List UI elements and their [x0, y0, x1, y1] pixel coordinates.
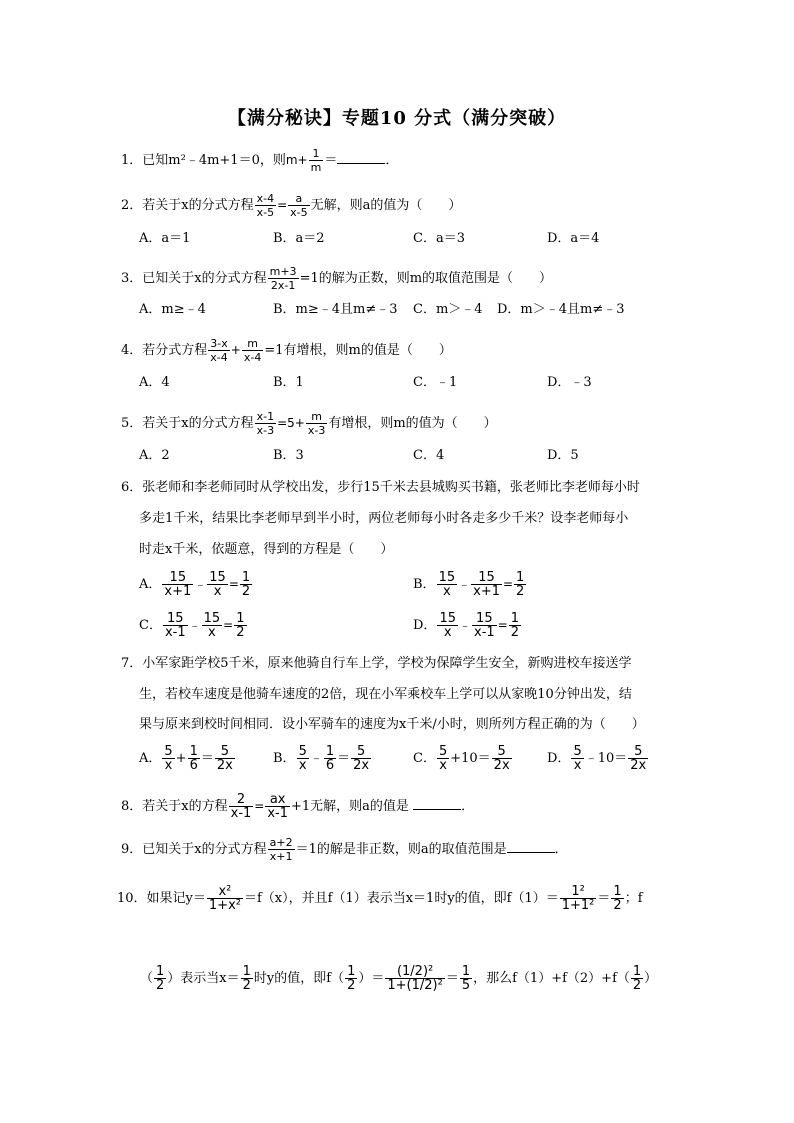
q9-end: ． [554, 842, 568, 857]
q8-fraction-right: $\frac{ax}{x-1}$ [267, 792, 288, 821]
q6-option-a[interactable]: A． $\frac{15}{x+1}$ ﹣ $\frac{15}{x}$ = $\frac{1}{2}$ [139, 570, 251, 599]
q2-number: 2． [121, 198, 143, 213]
q10-text-6: 时y的值，即f（ [253, 971, 345, 986]
q7-option-c[interactable]: C． $\frac{5}{x}$ +10＝ $\frac{5}{2x}$ [413, 744, 510, 773]
q8-text: 若关于x的方程 [142, 799, 228, 814]
q7-number: 7． [121, 656, 143, 671]
q3-option-d[interactable]: D．m＞﹣4且m≠﹣3 [497, 302, 625, 317]
question-8 [121, 793, 474, 820]
q9-answer-blank[interactable] [507, 840, 555, 853]
q1-equals: ＝ [324, 153, 338, 168]
q4-text: 若分式方程 [142, 343, 208, 358]
page-title: 【满分秘诀】专题10 分式（满分突破） [227, 108, 567, 129]
q7-option-b[interactable]: B． $\frac{5}{x}$ ﹣ $\frac{1}{6}$ ＝ $\frac{5}{2x}$ [273, 744, 370, 773]
q10-text-8: ＝ [445, 971, 459, 986]
q10-text-1: 如果记y＝ [146, 891, 206, 906]
q6-number: 6． [121, 480, 143, 495]
q5-option-d[interactable]: D．5 [547, 448, 579, 463]
q10-text-4: ；f [624, 891, 643, 906]
q10-text-10: ） [644, 971, 658, 986]
q2-fraction-left: $\frac{x-4}{x-5}$ [256, 192, 275, 219]
q5-mid: =5+ [277, 416, 305, 430]
q3-tail: =1的解为正数，则m的取值范围是（ ） [299, 271, 553, 286]
q10-text-3: ＝ [597, 891, 611, 906]
q4-plus: + [230, 343, 241, 357]
q8-number: 8． [121, 799, 143, 814]
q8-fraction-left: $\frac{2}{x-1}$ [230, 792, 252, 821]
q7-option-a[interactable]: A． $\frac{5}{x}$ + $\frac{1}{6}$ ＝ $\frac{5}{2x}$ [139, 744, 233, 773]
q5-option-c[interactable]: C．4 [413, 448, 445, 463]
q10-fraction-3: $\frac{1}{2}$ [613, 884, 622, 913]
q5-number: 5． [121, 416, 143, 431]
q4-option-c[interactable]: C．﹣1 [413, 375, 458, 390]
q10-paren-open: （ [140, 971, 154, 986]
q10-text-2: ＝f（x），并且f（1）表示当x＝1时y的值，即f（1）＝ [243, 891, 559, 906]
q10-text-9: ，那么f（1）+f（2）+f（ [473, 971, 630, 986]
q10-nested-fraction: $\frac{\text{(1/2)²}}{\text{1+(1/2)²}}$ [387, 964, 443, 993]
question-7-line-2: 生，若校车速度是他骑车速度的2倍，现在小军乘校车上学可以从家晚10分钟出发，结 [139, 687, 632, 702]
q2-tail: 无解，则a的值为（ ） [310, 198, 462, 213]
question-4 [121, 337, 452, 364]
q5-fraction-left: $\frac{x-1}{x-3}$ [256, 410, 275, 437]
q2-option-c[interactable]: C．a＝3 [413, 231, 465, 246]
q9-text: 已知关于x的分式方程 [142, 842, 267, 857]
q10-half-1: $\frac{1}{2}$ [156, 964, 165, 993]
q3-option-a[interactable]: A．m≥﹣4 [139, 302, 206, 317]
q4-option-d[interactable]: D．﹣3 [547, 375, 592, 390]
q10-text-7: ）＝ [358, 971, 385, 986]
q8-equals: = [254, 799, 265, 813]
q9-tail: ＝1的解是非正数，则a的取值范围是 [295, 842, 507, 857]
question-5 [121, 410, 497, 437]
q10-half-4: $\frac{1}{2}$ [632, 964, 642, 993]
q10-fifth: $\frac{1}{5}$ [461, 964, 471, 993]
q5-fraction-right: $\frac{m}{x-3}$ [307, 410, 326, 437]
q2-text: 若关于x的分式方程 [142, 198, 254, 213]
q10-text-5: ）表示当x＝ [167, 971, 240, 986]
q10-fraction-1: $\frac{\text{x²}}{\text{1+x²}}$ [208, 884, 241, 913]
q6-option-b[interactable]: B． $\frac{15}{x}$ ﹣ $\frac{15}{x+1}$ = $\frac{1}{2}$ [413, 570, 525, 599]
q4-number: 4． [121, 343, 143, 358]
q2-fraction-right: $\frac{a}{x-5}$ [290, 192, 308, 219]
q2-equals: = [277, 198, 288, 212]
q8-answer-blank[interactable] [413, 797, 461, 810]
q10-number: 10． [117, 891, 147, 906]
q5-option-b[interactable]: B．3 [273, 448, 304, 463]
q6-option-c[interactable]: C． $\frac{15}{x-1}$ ﹣ $\frac{15}{x}$ = $\frac{1}{2}$ [139, 611, 245, 640]
q6-text-1: 张老师和李老师同时从学校出发，步行15千米去县城购买书籍，张老师比李老师每小时 [142, 480, 640, 495]
question-6-line-2: 多走1千米，结果比李老师早到半小时，两位老师每小时各走多少千米？设李老师每小 [139, 511, 629, 526]
q3-number: 3． [121, 271, 143, 286]
question-6-line-3: 时走x千米，依题意，得到的方程是（ ） [139, 542, 394, 557]
q1-number: 1． [121, 153, 143, 168]
q2-option-a[interactable]: A．a＝1 [139, 231, 191, 246]
question-1: 1．已知m²﹣4m+1＝0，则m+ $\frac{1}{m}$ ＝ ． [121, 147, 399, 174]
q10-half-2: $\frac{1}{2}$ [242, 964, 251, 993]
question-2 [121, 192, 461, 219]
question-3 [121, 265, 552, 292]
q4-tail: =1有增根，则m的值是（ ） [264, 343, 452, 358]
question-7-line-1 [121, 655, 632, 673]
q5-text: 若关于x的分式方程 [142, 416, 254, 431]
q10-fraction-2: $\frac{\text{1²}}{\text{1+1²}}$ [561, 884, 595, 913]
q4-option-b[interactable]: B．1 [273, 375, 304, 390]
q2-option-d[interactable]: D．a＝4 [547, 231, 600, 246]
q3-option-b[interactable]: B．m≥﹣4且m≠﹣3 [273, 302, 398, 317]
q1-fraction: $\frac{1}{m}$ [310, 147, 322, 174]
question-10-line-1 [117, 885, 643, 912]
q7-option-d[interactable]: D． $\frac{5}{x}$ ﹣10＝ $\frac{5}{2x}$ [547, 744, 647, 773]
q4-fraction-right: $\frac{m}{x-4}$ [243, 337, 262, 364]
q9-fraction: $\frac{a+2}{x+1}$ [269, 836, 293, 863]
q1-text: 已知m²﹣4m+1＝0，则 [142, 153, 286, 168]
q7-text-1: 小军家距学校5千米，原来他骑自行车上学，学校为保障学生安全，新购进校车接送学 [142, 656, 632, 671]
q8-end: ． [461, 799, 475, 814]
q1-answer-blank[interactable] [337, 151, 385, 164]
q4-fraction-left: $\frac{3-x}{x-4}$ [210, 337, 228, 364]
q9-number: 9． [121, 842, 143, 857]
q4-option-a[interactable]: A．4 [139, 375, 170, 390]
q3-option-c[interactable]: C．m＞﹣4 [413, 302, 483, 317]
q6-option-d[interactable]: D． $\frac{15}{x}$ ﹣ $\frac{15}{x-1}$ = $\frac{1}{2}$ [413, 611, 519, 640]
q10-half-3: $\frac{1}{2}$ [347, 964, 356, 993]
q3-text: 已知关于x的分式方程 [142, 271, 267, 286]
q3-fraction: $\frac{m+3}{2x-1}$ [269, 265, 297, 292]
question-6-line-1 [121, 479, 640, 497]
question-10-line-2 [140, 965, 657, 992]
q1-expr: m+ [285, 153, 308, 167]
question-9 [121, 836, 568, 863]
q2-option-b[interactable]: B．a＝2 [273, 231, 325, 246]
question-7-line-3: 果与原来到校时间相同．设小军骑车的速度为x千米/小时，则所列方程正确的为（ ） [139, 717, 645, 732]
q5-tail: 有增根，则m的值为（ ） [328, 416, 497, 431]
q5-option-a[interactable]: A．2 [139, 448, 170, 463]
q8-tail: +1无解，则a的值是 [291, 799, 409, 814]
